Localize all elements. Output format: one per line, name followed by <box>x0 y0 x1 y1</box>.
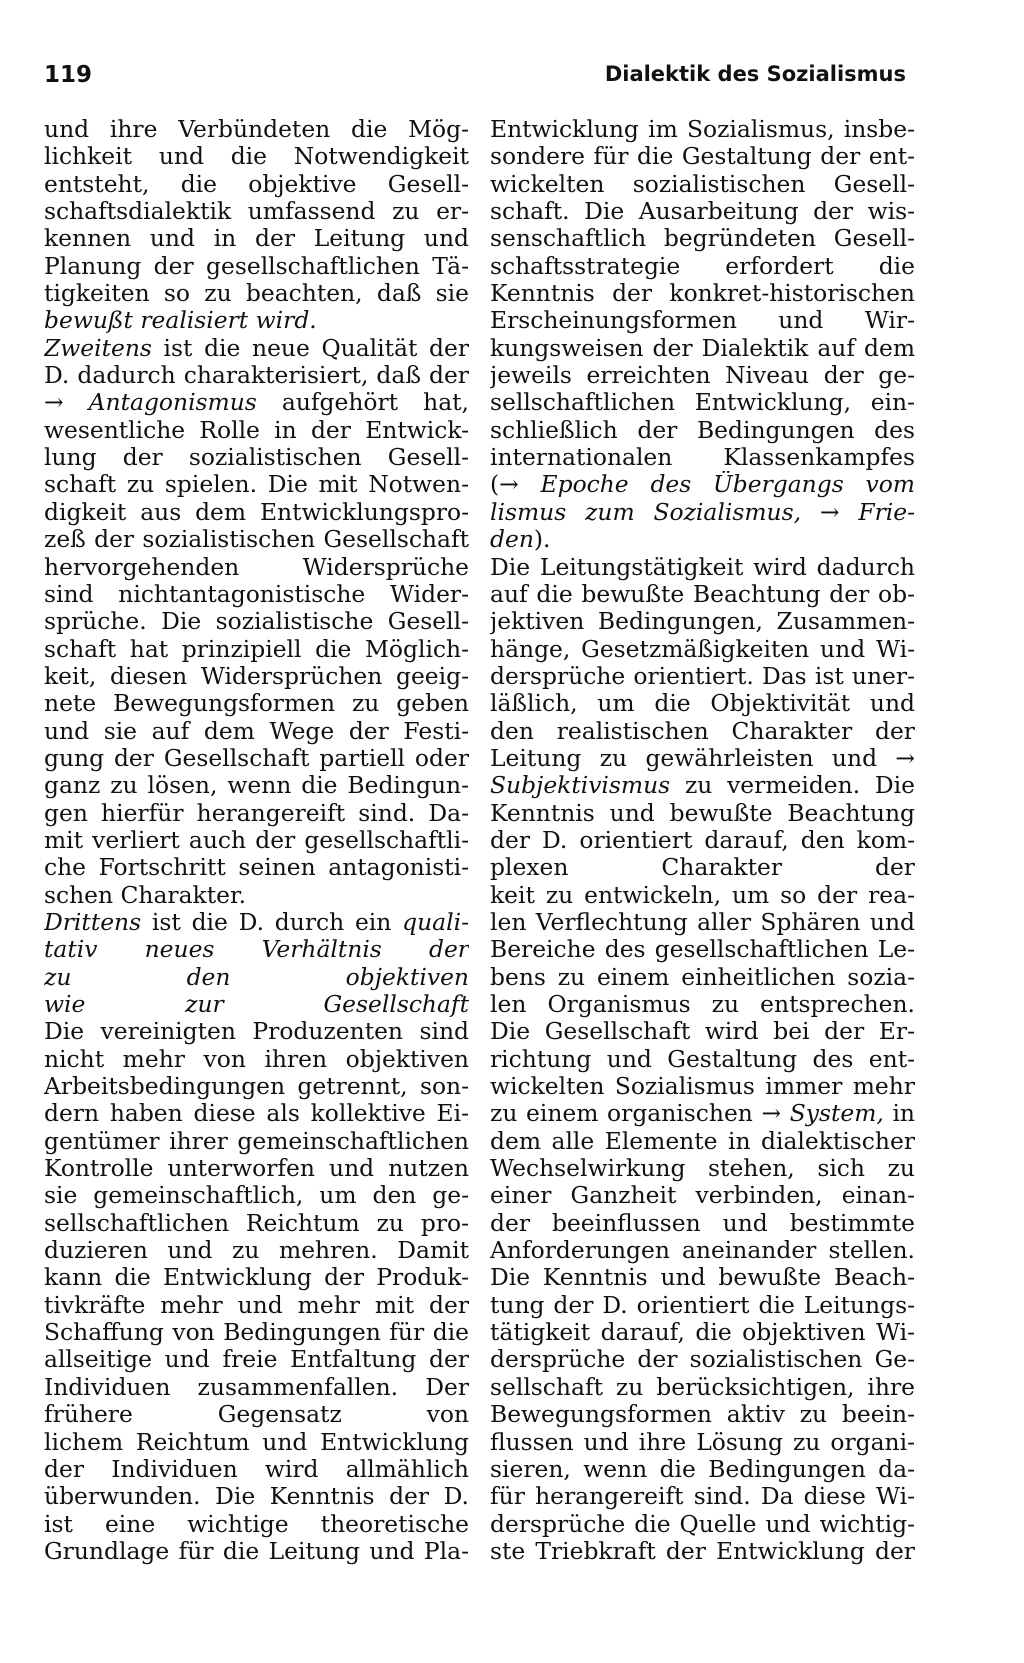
text-line: Erscheinungsformen und Wir- <box>490 307 915 335</box>
text-line: Schaffung von Bedingungen für die <box>44 1319 469 1347</box>
text-line: digkeit aus dem Entwicklungspro- <box>44 498 469 526</box>
text-line: dem alle Elemente in dialektischer <box>490 1127 915 1155</box>
text-line: und sie auf dem Wege der Festi- <box>44 717 469 745</box>
text-line: schaftsdialektik umfassend zu er- <box>44 198 469 226</box>
text-line: und ihre Verbündeten die Mög- <box>44 116 469 143</box>
text-line: lichkeit und die Notwendigkeit <box>44 143 469 171</box>
text-line: kennen und in der Leitung und <box>44 225 469 253</box>
text-line: jektiven Bedingungen, Zusammen- <box>490 608 915 636</box>
text-line: Die Kenntnis und bewußte Beach- <box>490 1264 915 1292</box>
text-line: sprüche. Die sozialistische Gesell- <box>44 608 469 636</box>
text-line: zu den objektiven <box>44 963 469 991</box>
text-line: keit zu entwickeln, um so der rea- <box>490 881 915 909</box>
text-line: sind nichtantagonistische Wider- <box>44 580 469 608</box>
text-line: lichem Reichtum und Entwicklung <box>44 1428 469 1456</box>
text-line: tätigkeit darauf, die objektiven Wi- <box>490 1319 915 1347</box>
text-line: tivkräfte mehr und mehr mit der <box>44 1291 469 1319</box>
text-line: ste Triebkraft der Entwicklung der <box>490 1537 915 1565</box>
text-line: Planung der gesellschaftlichen Tä- <box>44 252 469 280</box>
text-line: Bewegungsformen aktiv zu beein- <box>490 1401 915 1429</box>
text-line: lung der sozialistischen Gesell- <box>44 444 469 472</box>
text-line: Grundlage für die Leitung und Pla- <box>44 1537 469 1565</box>
text-line: für herangereift sind. Da diese Wi- <box>490 1483 915 1511</box>
text-line: läßlich, um die Objektivität und <box>490 690 915 718</box>
text-line: den). <box>490 525 551 554</box>
text-line: Anforderungen aneinander stellen. <box>490 1237 915 1265</box>
text-line: gen hierfür herangereift sind. Da- <box>44 799 469 827</box>
text-line: auf die bewußte Beachtung der ob- <box>490 580 915 608</box>
text-line: (→ Epoche des Übergangs vom <box>490 471 915 499</box>
text-line: dersprüche die Quelle und wichtig- <box>490 1510 915 1538</box>
text-line: Drittens ist die D. durch ein quali- <box>44 908 469 936</box>
text-line: sondere für die Gestaltung der ent- <box>490 143 915 171</box>
text-line: Individuen zusammenfallen. Der <box>44 1373 469 1401</box>
text-line: tativ neues Verhältnis der <box>44 936 469 964</box>
text-line: sellschaftlichen Reichtum zu pro- <box>44 1209 469 1237</box>
left-text-column <box>44 116 469 1566</box>
text-line: len Verflechtung aller Sphären und <box>490 908 915 936</box>
text-line: bewußt realisiert wird. <box>44 306 317 335</box>
text-line: Subjektivismus zu vermeiden. Die <box>490 772 915 800</box>
text-line: mit verliert auch der gesellschaftli- <box>44 826 469 854</box>
text-line: ist eine wichtige theoretische <box>44 1510 469 1538</box>
text-line <box>490 1565 915 1566</box>
text-line: jeweils erreichten Niveau der ge- <box>490 362 915 390</box>
text-line: entsteht, die objektive Gesell- <box>44 170 469 198</box>
running-title: Dialektik des Sozialismus <box>604 62 906 86</box>
text-line: Wechselwirkung stehen, sich zu <box>490 1155 915 1183</box>
text-line: dern haben diese als kollektive Ei- <box>44 1100 469 1128</box>
page-header <box>44 62 906 92</box>
text-line: che Fortschritt seinen antagonisti- <box>44 854 469 882</box>
text-line: wickelten Sozialismus immer mehr <box>490 1073 915 1101</box>
text-line: Kenntnis der konkret-historischen <box>490 280 915 308</box>
text-line: sellschaftlichen Entwicklung, ein- <box>490 389 915 417</box>
text-line: dersprüche orientiert. Das ist uner- <box>490 662 915 690</box>
text-line: sellschaft zu berücksichtigen, ihre <box>490 1373 915 1401</box>
text-line: wie zur Gesellschaft <box>44 991 469 1018</box>
text-line: überwunden. Die Kenntnis der D. <box>44 1483 469 1511</box>
text-line: → Antagonismus aufgehört hat, <box>44 389 469 417</box>
text-line: wickelten sozialistischen Gesell- <box>490 170 915 198</box>
text-line: nicht mehr von ihren objektiven <box>44 1045 469 1073</box>
text-line: plexen Charakter der <box>490 854 915 882</box>
text-line: schaftsstrategie erfordert die <box>490 252 915 280</box>
text-line: der Individuen wird allmählich <box>44 1455 469 1483</box>
text-line: flussen und ihre Lösung zu organi- <box>490 1428 915 1456</box>
text-line: allseitige und freie Entfaltung der <box>44 1346 469 1374</box>
text-line: Bereiche des gesellschaftlichen Le- <box>490 936 915 964</box>
text-line: wesentliche Rolle in der Entwick- <box>44 416 469 444</box>
text-line: tigkeiten so zu beachten, daß sie <box>44 280 469 308</box>
text-line: ganz zu lösen, wenn die Bedingun- <box>44 772 469 800</box>
text-line: internationalen Klassenkampfes <box>490 444 915 472</box>
text-line: Zweitens ist die neue Qualität der <box>44 334 469 362</box>
text-line: gung der Gesellschaft partiell oder <box>44 744 469 772</box>
text-line: schen Charakter. <box>44 880 247 909</box>
text-line: Entwicklung im Sozialismus, insbe- <box>490 116 915 143</box>
text-line: len Organismus zu entsprechen. <box>490 991 915 1018</box>
text-line: Die Leitungstätigkeit wird dadurch <box>490 553 915 581</box>
page-number: 119 <box>44 62 93 88</box>
text-line: gentümer ihrer gemeinschaftlichen <box>44 1127 469 1155</box>
text-line: Die Gesellschaft wird bei der Er- <box>490 1018 915 1046</box>
text-line: hervorgehenden Widersprüche <box>44 553 469 581</box>
text-line: richtung und Gestaltung des ent- <box>490 1045 915 1073</box>
text-line: sieren, wenn die Bedingungen da- <box>490 1455 915 1483</box>
text-line: lismus zum Sozialismus, → Frie- <box>490 498 915 526</box>
text-line: nete Bewegungsformen zu geben <box>44 690 469 718</box>
right-text-column <box>490 116 915 1566</box>
text-line: tung der D. orientiert die Leitungs- <box>490 1291 915 1319</box>
text-line: einer Ganzheit verbinden, einan- <box>490 1182 915 1210</box>
text-line: duzieren und zu mehren. Damit <box>44 1237 469 1265</box>
text-line <box>44 1565 469 1566</box>
text-line: den realistischen Charakter der <box>490 717 915 745</box>
text-line: zeß der sozialistischen Gesellschaft <box>44 526 469 554</box>
text-line: dersprüche der sozialistischen Ge- <box>490 1346 915 1374</box>
text-line: Arbeitsbedingungen getrennt, son- <box>44 1073 469 1101</box>
text-line: Leitung zu gewährleisten und → <box>490 744 915 772</box>
text-line: Kenntnis und bewußte Beachtung <box>490 799 915 827</box>
text-line: der beeinflussen und bestimmte <box>490 1209 915 1237</box>
text-line: kungsweisen der Dialektik auf dem <box>490 334 915 362</box>
text-line: Die vereinigten Produzenten sind <box>44 1018 469 1046</box>
text-line: senschaftlich begründeten Gesell- <box>490 225 915 253</box>
text-line: der D. orientiert darauf, den kom- <box>490 826 915 854</box>
text-line: schließlich der Bedingungen des <box>490 416 915 444</box>
text-line: kann die Entwicklung der Produk- <box>44 1264 469 1292</box>
text-line: sie gemeinschaftlich, um den ge- <box>44 1182 469 1210</box>
text-line: frühere Gegensatz von <box>44 1401 469 1429</box>
text-line: hänge, Gesetzmäßigkeiten und Wi- <box>490 635 915 663</box>
text-line: zu einem organischen → System, in <box>490 1100 915 1128</box>
text-line: schaft zu spielen. Die mit Notwen- <box>44 471 469 499</box>
text-line: keit, diesen Widersprüchen geeig- <box>44 662 469 690</box>
text-line: schaft hat prinzipiell die Möglich- <box>44 635 469 663</box>
text-line: schaft. Die Ausarbeitung der wis- <box>490 198 915 226</box>
text-line: Kontrolle unterworfen und nutzen <box>44 1155 469 1183</box>
text-line: D. dadurch charakterisiert, daß der <box>44 362 469 390</box>
text-line: bens zu einem einheitlichen sozia- <box>490 963 915 991</box>
